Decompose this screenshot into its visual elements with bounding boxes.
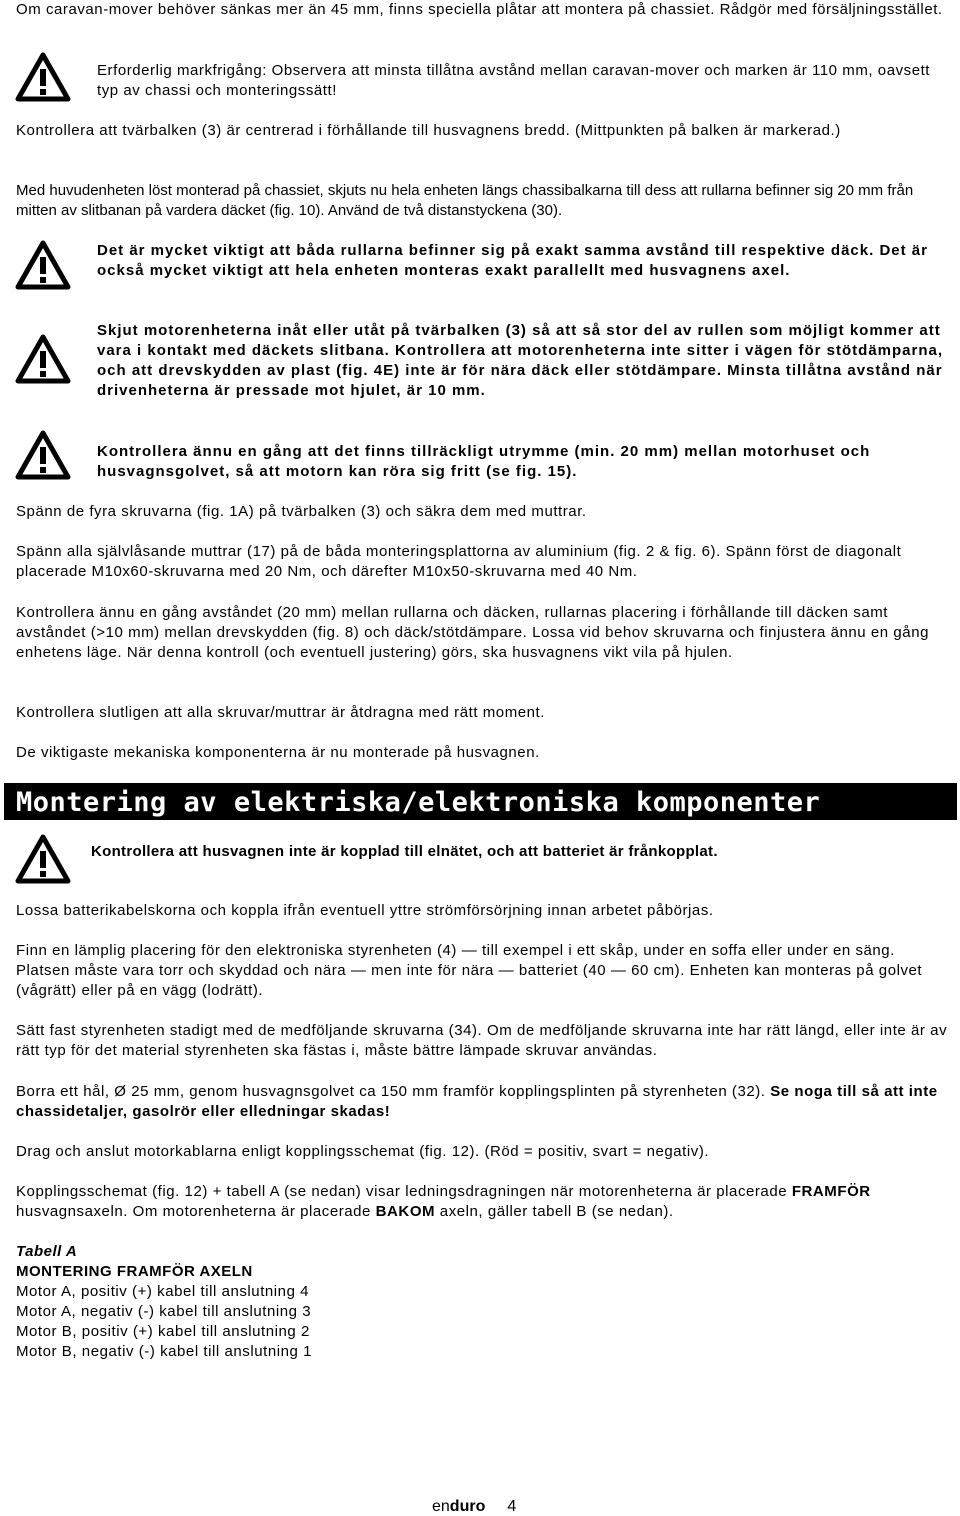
wiring-text-c: husvagnsaxeln. Om motorenheterna är placerade [16,1203,376,1220]
warning-icon [15,240,71,290]
wiring-text-e: axeln, gäller tabell B (se nedan). [435,1203,674,1220]
motor-unit-position-warning: Skjut motorenheterna inåt eller utåt på tvärbalken (3) så att så stor del av rullen som möjligt kommer att vara i kontakt med däckets slitbana. Kontrollera att motorenheterna inte sitter i vägen för stötdämparna, och att drevskydden av plast (fig. 4E) inte är för nära däck eller stötdämpare. Minsta tillåtna avstånd när drivenheterna är pressade mot hjulet, är 10 mm. [97,322,944,399]
parallel-mounting-warning: Det är mycket viktigt att båda rullarna befinner sig på exakt samma avstånd till respektive däck. Det är också mycket viktigt att hela enheten monteras exakt parallellt med husvagnens axel. [97,242,928,279]
drill-hole-paragraph [16,1082,951,1122]
control-unit-placement-paragraph: Finn en lämplig placering för den elektroniska styrenheten (4) — till exempel i ett skåp, under en soffa eller under en säng. Platsen måste vara torr och skyddad och nära — men inte för nära — batteriet (40 — 60 cm). Enheten kan monteras på golvet (vågrätt) eller på en vägg (lodrätt). [16,942,923,999]
page-footer [432,1498,516,1516]
warning-icon [15,52,71,102]
tighten-screws-paragraph: Spänn de fyra skruvarna (fig. 1A) på tvärbalken (3) och säkra dem med muttrar. [16,503,587,520]
tighten-nuts-paragraph: Spänn alla självlåsande muttrar (17) på de båda monteringsplattorna av aluminium (fig. 2 & fig. 6). Spänn först de diagonalt placerade M10x60-skruvarna med 20 Nm, och därefter M10x50-skruvarna med 40 Nm. [16,543,902,580]
roller-position-paragraph: Med huvudenheten löst monterad på chassiet, skjuts nu hela enheten längs chassibalkarna till dess att rullarna befinner sig 20 mm från mitten av slitbanan på vardera däcket (fig. 10). Använd de två distanstyckena (30). [16,182,914,219]
crossbeam-center-paragraph: Kontrollera att tvärbalken (3) är centrerad i förhållande till husvagnens bredd. (Mittpunkten på balken är markerad.) [16,122,841,139]
wiring-front-label: FRAMFÖR [791,1183,871,1200]
brand-suffix: duro [449,1498,486,1515]
motor-cables-paragraph: Drag och anslut motorkablarna enligt kopplingsschemat (fig. 12). (Röd = positiv, svart = negativ). [16,1143,710,1160]
power-disconnect-warning: Kontrollera att husvagnen inte är kopplad till elnätet, och att batteriet är frånkopplat. [91,843,718,860]
table-a [16,1242,616,1362]
wiring-diagram-paragraph [16,1182,951,1222]
floor-clearance-warning: Kontrollera ännu en gång att det finns tillräckligt utrymme (min. 20 mm) mellan motorhuset och husvagnsgolvet, så att motorn kan röra sig fritt (se fig. 15). [97,443,871,480]
drill-hole-caution: Se noga till så att inte chassidetaljer, gasolrör eller elledningar skadas! [16,1083,938,1120]
table-a-heading: MONTERING FRAMFÖR AXELN [16,1263,253,1280]
table-a-row: Motor A, negativ (-) kabel till anslutning 3 [16,1303,312,1320]
recheck-distance-paragraph: Kontrollera ännu en gång avståndet (20 mm) mellan rullarna och däcken, rullarnas placering i förhållande till däcken samt avståndet (>10 mm) mellan drevskydden (fig. 8) och däck/stötdämpare. Lossa vid behov skruvarna och finjustera ännu en gång enhetens läge. När denna kontroll (och eventuell justering) görs, ska husvagnens vikt vila på hjulen. [16,604,929,661]
section-heading: Montering av elektriska/elektroniska komponenter [4,783,957,820]
ground-clearance-warning: Erforderlig markfrigång: Observera att minsta tillåtna avstånd mellan caravan-mover och marken är 110 mm, oavsett typ av chassi och monteringssätt! [97,62,931,99]
intro-paragraph: Om caravan-mover behöver sänkas mer än 45 mm, finns speciella plåtar att montera på chassiet. Rådgör med försäljningsstället. [16,1,943,18]
brand-logo [432,1498,485,1515]
wiring-text-a: Kopplingsschemat (fig. 12) + tabell A (se nedan) visar ledningsdragningen när motorenheterna är placerade [16,1183,792,1200]
warning-icon [15,834,71,884]
table-a-label: Tabell A [16,1243,78,1260]
table-a-row: Motor A, positiv (+) kabel till anslutning 4 [16,1283,310,1300]
warning-icon [15,430,71,480]
table-a-row: Motor B, positiv (+) kabel till anslutning 2 [16,1323,310,1340]
brand-prefix: en [432,1498,450,1515]
warning-icon [15,334,71,384]
mechanical-done-paragraph: De viktigaste mekaniska komponenterna är nu monterade på husvagnen. [16,744,540,761]
table-a-row: Motor B, negativ (-) kabel till anslutning 1 [16,1343,312,1360]
page-number: 4 [507,1498,517,1515]
drill-hole-text: Borra ett hål, Ø 25 mm, genom husvagnsgolvet ca 150 mm framför kopplingsplinten på styrenheten (32). [16,1083,771,1100]
battery-disconnect-paragraph: Lossa batterikabelskorna och koppla ifrån eventuell yttre strömförsörjning innan arbetet påbörjas. [16,902,714,919]
wiring-behind-label: BAKOM [375,1203,436,1220]
final-check-paragraph: Kontrollera slutligen att alla skruvar/muttrar är åtdragna med rätt moment. [16,704,545,721]
control-unit-fastening-paragraph: Sätt fast styrenheten stadigt med de medföljande skruvarna (34). Om de medföljande skruvarna inte har rätt längd, eller inte är av rätt typ för det material styrenheten ska fästas i, måste bättre lämpade skruvar användas. [16,1022,948,1059]
